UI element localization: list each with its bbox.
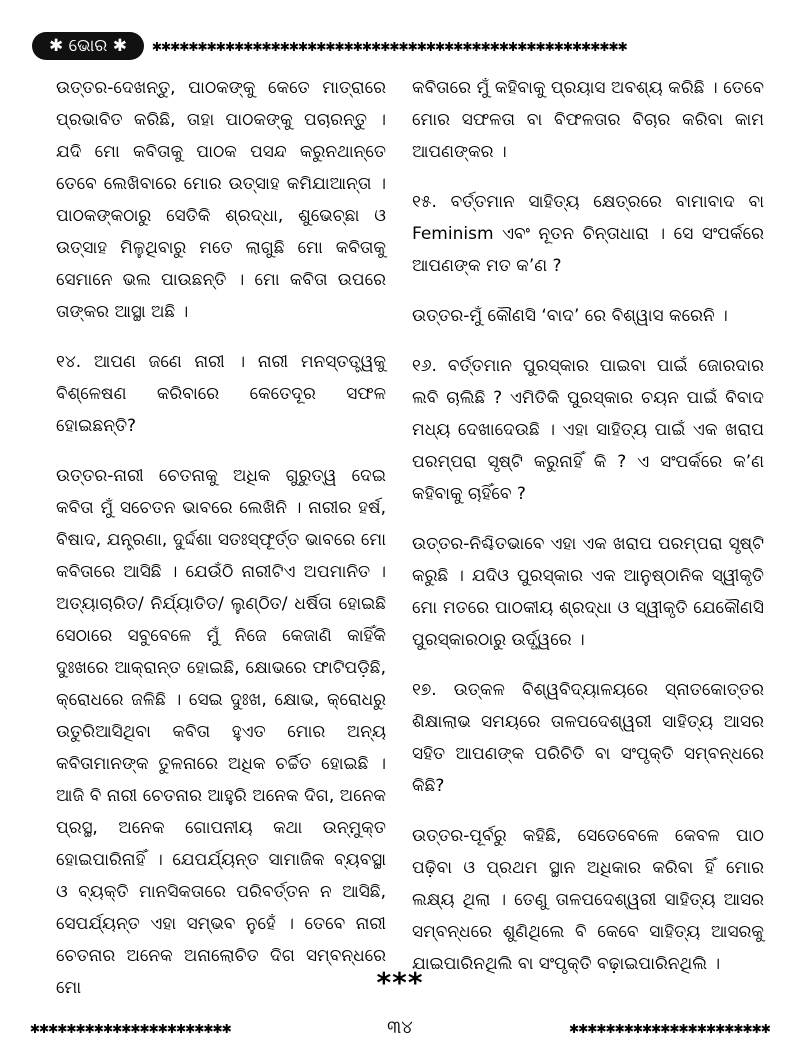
answer-paragraph: ଉତ୍ତର-ନାରୀ ଚେତନାକୁ ଅଧିକ ଗୁରୁତ୍ୱ ଦେଇ କବିତା ମୁଁ ସଚେତନ ଭାବରେ ଲେଖିନି । ନାରୀର ହର୍ଷ, ବିଷାଦ, ଯନ୍ତ୍ରଣା, ଦୁର୍ଦ୍ଦଶା ସତଃସ୍ଫୂର୍ତ୍ତ ଭାବରେ ମୋ କବିତାରେ ଆସିଛି । ଯେଉଁଠି ନାରୀଟିଏ ଅପମାନିତ । ଅତ୍ୟାଚାରିତ/ ନିର୍ଯ୍ୟାତିତ/ ଲୁଣ୍ଠିତ/ ଧର୍ଷିତା ହୋଇଛି ସେଠାରେ ସବୁବେଳେ ମୁଁ ନିଜେ କେଜାଣି କାହିଁକି ଦୁଃଖରେ ଆକ୍ରାନ୍ତ ହୋଇଛି, କ୍ଷୋଭରେ ଫାଟିପଡ଼ିଛି, କ୍ରୋଧରେ ଜଳିଛି । ସେଇ ଦୁଃଖ, କ୍ଷୋଭ, କ୍ରୋଧରୁ ଉତୁରିଆସିଥିବା କବିତା ହୁଏତ ମୋର ଅନ୍ୟ କବିତାମାନଙ୍କ ତୁଳନାରେ ଅଧିକ ଚର୍ଚ୍ଚିତ ହୋଇଛି । ଆଜି ବି ନାରୀ ଚେତନାର ଆହୁରି ଅନେକ ଦିଗ, ଅନେକ ପ୍ରସ୍ଥ, ଅନେକ ଗୋପନୀୟ କଥା ଉନ୍ମୁକ୍ତ ହୋଇପାରିନାହିଁ । ଯେପର୍ଯ୍ୟନ୍ତ ସାମାଜିକ ବ୍ୟବସ୍ଥା ଓ ବ୍ୟକ୍ତି ମାନସିକତାରେ ପରିବର୍ତ୍ତନ ନ ଆସିଛି, ସେପର୍ଯ୍ୟନ୍ତ ଏହା ସମ୍ଭବ ନୁହେଁ । ତେବେ ନାରୀ ଚେତନାର ଅନେକ ଅନାଲୋଚିତ ଦିଗ ସମ୍ବନ୍ଧରେ ମୋ: [56, 466, 386, 998]
magazine-title-badge: ✱ ଭୋର ✱: [32, 32, 144, 60]
page-header: [30, 26, 770, 66]
answer-paragraph: ଉତ୍ତର-ନିଶ୍ଚିତଭାବେ ଏହା ଏକ ଖରାପ ପରମ୍ପରା ସୃଷ୍ଟି କରୁଛି । ଯଦିଓ ପୁରସ୍କାର ଏକ ଆନୁଷ୍ଠାନିକ ସ୍ୱୀକୃତି ମୋ ମତରେ ପାଠକୀୟ ଶ୍ରଦ୍ଧା ଓ ସ୍ୱୀକୃତି ଯେକୌଣସି ପୁରସ୍କାରଠାରୁ ଉର୍ଦ୍ଧ୍ୱରେ ।: [412, 534, 764, 650]
answer-paragraph: ଉତ୍ତର-ଦେଖନ୍ତୁ, ପାଠକଙ୍କୁ କେତେ ମାତ୍ରାରେ ପ୍ରଭାବିତ କରିଛି, ତାହା ପାଠକଙ୍କୁ ପଚାରନ୍ତୁ । ଯଦି ମୋ କବିତାକୁ ପାଠକ ପସନ୍ଦ କରୁନଥାନ୍ତେ ତେବେ ଲେଖିବାରେ ମୋର ଉତ୍ସାହ କମିଯାଆନ୍ତା । ପାଠକଙ୍କଠାରୁ ସେତିକି ଶ୍ରଦ୍ଧା, ଶୁଭେଚ୍ଛା ଓ ଉତ୍ସାହ ମିଳୁଥିବାରୁ ମତେ ଲାଗୁଛି ମୋ କବିତାକୁ ସେମାନେ ଭଲ ପାଉଛନ୍ତି । ମୋ କବିତା ଉପରେ ତାଙ୍କର ଆସ୍ଥା ଅଛି ।: [56, 78, 386, 322]
section-divider: ***: [376, 966, 424, 999]
question-paragraph: ୧୪. ଆପଣ ଜଣେ ନାରୀ । ନାରୀ ମନସ୍ତତ୍ତ୍ୱକୁ ବିଶ୍ଳେଷଣ କରିବାରେ କେତେଦୂର ସଫଳ ହୋଇଛନ୍ତି?: [56, 352, 386, 436]
left-column: [56, 72, 386, 1022]
answer-paragraph: କବିତାରେ ମୁଁ କହିବାକୁ ପ୍ରୟାସ ଅବଶ୍ୟ କରିଛି । ତେବେ ମୋର ସଫଳତା ବା ବିଫଳତାର ବିଚାର କରିବା କାମ ଆପଣଙ୍କର ।: [412, 78, 764, 162]
answer-paragraph: ଉତ୍ତର-ପୂର୍ବରୁ କହିଛି, ସେତେବେଳେ କେବଳ ପାଠ ପଢ଼ିବା ଓ ପ୍ରଥମ ସ୍ଥାନ ଅଧିକାର କରିବା ହିଁ ମୋର ଲକ୍ଷ୍ୟ ଥିଲା । ତେଣୁ ତାଳପଦେଶ୍ୱରୀ ସାହିତ୍ୟ ଆସର ସମ୍ବନ୍ଧରେ ଶୁଣିଥିଲେ ବି କେବେ ସାହିତ୍ୟ ଆସରକୁ ଯାଇପାରିନଥିଲି ବା ସଂପୃକ୍ତି ବଢ଼ାଇପାରିନଥିଲି ।: [412, 826, 764, 974]
page-number: ୩୪: [387, 1017, 413, 1038]
answer-paragraph: ଉତ୍ତର-ମୁଁ କୌଣସି ‘ବାଦ’ ରେ ବିଶ୍ୱାସ କରେନି ।: [412, 306, 728, 326]
question-paragraph: ୧୬. ବର୍ତ୍ତମାନ ପୁରସ୍କାର ପାଇବା ପାଇଁ ଜୋରଦାର ଲବି ଚାଲିଛି ? ଏମିତିକି ପୁରସ୍କାର ଚୟନ ପାଇଁ ବିବାଦ ମଧ୍ୟ ଦେଖାଦେଉଛି । ଏହା ସାହିତ୍ୟ ପାଇଁ ଏକ ଖରାପ ପରମ୍ପରା ସୃଷ୍ଟି କରୁନାହିଁ କି ? ଏ ସଂପର୍କରେ କ’ଣ କହିବାକୁ ଚାହିଁବେ ?: [412, 356, 764, 504]
header-star-border: ✱✱✱✱✱✱✱✱✱✱✱✱✱✱✱✱✱✱✱✱✱✱✱✱✱✱✱✱✱✱✱✱✱✱✱✱✱✱✱✱✱✱✱✱✱✱✱✱✱✱✱✱: [152, 36, 627, 55]
question-paragraph: ୧୫. ବର୍ତ୍ତମାନ ସାହିତ୍ୟ କ୍ଷେତ୍ରରେ ବାମାବାଦ ବା Feminism ଏବଂ ନୂତନ ଚିନ୍ତାଧାରା । ସେ ସଂପର୍କରେ ଆପଣଙ୍କ ମତ କ’ଣ ?: [412, 192, 764, 276]
page-footer: [30, 1014, 770, 1042]
right-column: [412, 72, 764, 998]
question-paragraph: ୧୭. ଉତ୍କଳ ବିଶ୍ୱବିଦ୍ୟାଳୟରେ ସ୍ନାତକୋତ୍ତର ଶିକ୍ଷାଲାଭ ସମୟରେ ତାଳପଦେଶ୍ୱରୀ ସାହିତ୍ୟ ଆସର ସହିତ ଆପଣଙ୍କ ପରିଚିତି ବା ସଂପୃକ୍ତି ସମ୍ବନ୍ଧରେ କିଛି?: [412, 680, 764, 796]
footer-star-border-left: ✱✱✱✱✱✱✱✱✱✱✱✱✱✱✱✱✱✱✱✱✱✱: [30, 1018, 231, 1037]
footer-star-border-right: ✱✱✱✱✱✱✱✱✱✱✱✱✱✱✱✱✱✱✱✱✱✱: [569, 1018, 770, 1037]
